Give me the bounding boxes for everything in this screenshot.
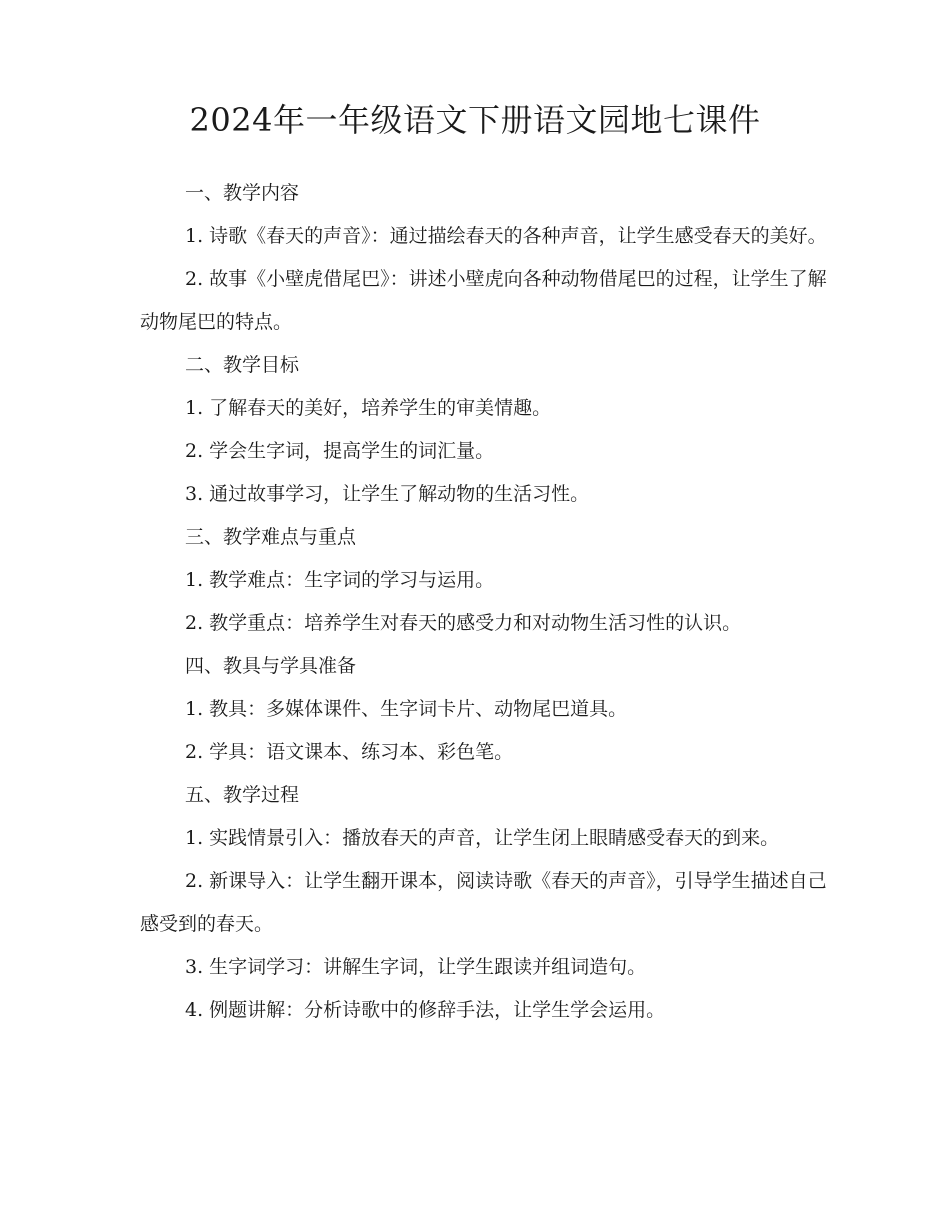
list-item: 2. 学具：语文课本、练习本、彩色笔。: [185, 741, 514, 763]
section-heading: 一、教学内容: [185, 182, 300, 204]
section-heading: 三、教学难点与重点: [185, 526, 357, 548]
section-heading: 四、教具与学具准备: [185, 655, 357, 677]
list-item: 1. 教学难点：生字词的学习与运用。: [185, 569, 495, 591]
list-item: 2. 故事《小壁虎借尾巴》：讲述小壁虎向各种动物借尾巴的过程，让学生了解动物尾巴的特点。: [140, 268, 827, 333]
list-item: 2. 教学重点：培养学生对春天的感受力和对动物生活习性的认识。: [185, 612, 742, 634]
list-item: 1. 了解春天的美好，培养学生的审美情趣。: [185, 397, 552, 419]
list-item: 1. 诗歌《春天的声音》：通过描绘春天的各种声音，让学生感受春天的美好。: [185, 225, 827, 247]
list-item: 3. 通过故事学习，让学生了解动物的生活习性。: [185, 483, 590, 505]
list-item: 2. 新课导入：让学生翻开课本，阅读诗歌《春天的声音》，引导学生描述自己感受到的春天。: [140, 870, 827, 935]
section-heading: 二、教学目标: [185, 354, 300, 376]
document-body: [140, 172, 830, 1032]
list-item: 2. 学会生字词，提高学生的词汇量。: [185, 440, 495, 462]
document-title: 2024年一年级语文下册语文园地七课件: [189, 101, 761, 139]
list-item: 3. 生字词学习：讲解生字词，让学生跟读并组词造句。: [185, 956, 647, 978]
section-heading: 五、教学过程: [185, 784, 300, 806]
list-item: 1. 教具：多媒体课件、生字词卡片、动物尾巴道具。: [185, 698, 628, 720]
list-item: 1. 实践情景引入：播放春天的声音，让学生闭上眼睛感受春天的到来。: [185, 827, 780, 849]
list-item: 4. 例题讲解：分析诗歌中的修辞手法，让学生学会运用。: [185, 999, 666, 1021]
